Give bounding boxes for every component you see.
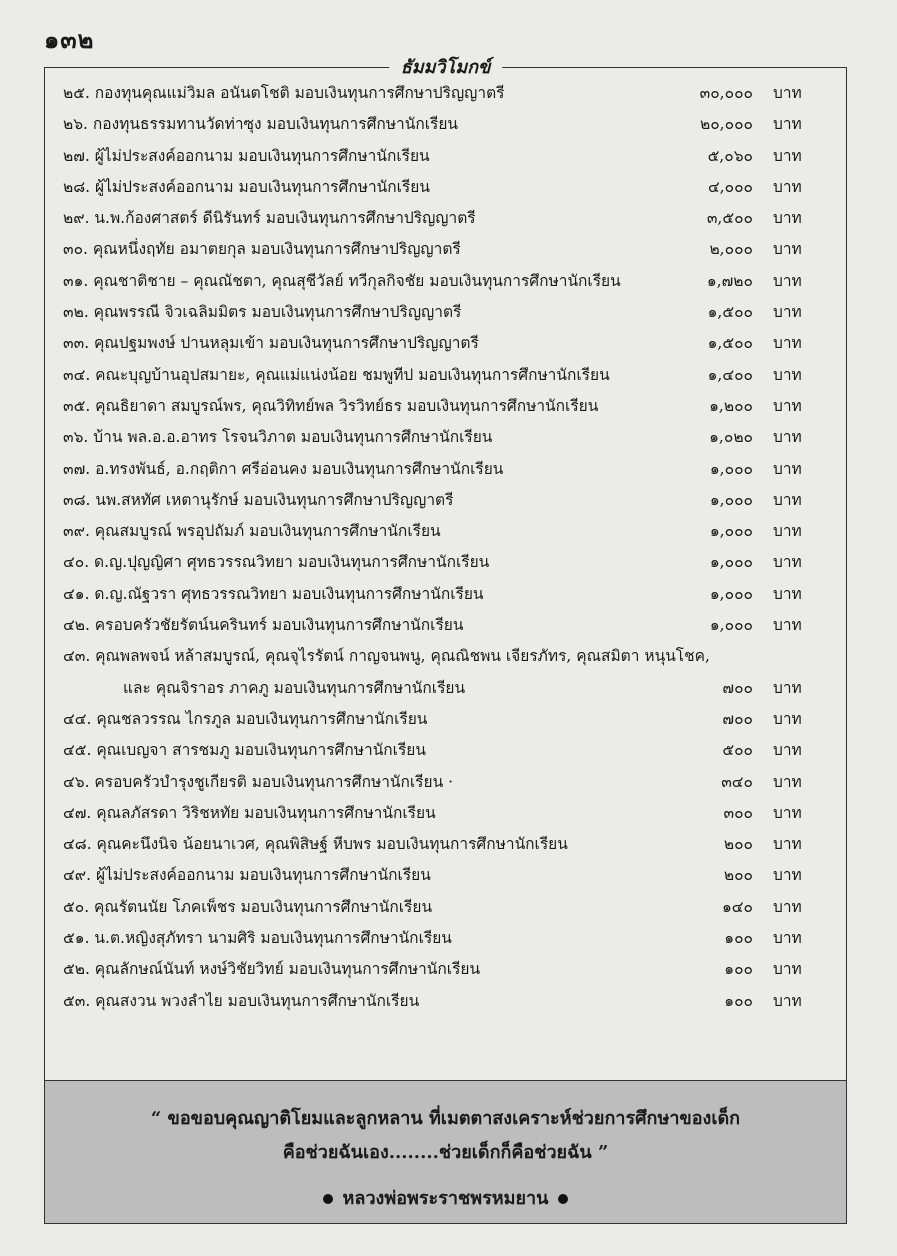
donation-amount: ๒๐๐	[723, 866, 753, 885]
donation-amount: ๗๐๐	[722, 709, 753, 728]
donor-text: ๔๒. ครอบครัวชัยรัตน์นครินทร์ มอบเงินทุนการศึกษานักเรียน	[63, 616, 464, 635]
donation-row	[63, 172, 823, 203]
currency-unit: บาท	[773, 616, 802, 635]
donation-amount: ๑๐๐	[724, 929, 753, 948]
donor-text: ๓๕. คุณธิยาดา สมบูรณ์พร, คุณวิทิทย์พล วิรวิทย์ธร มอบเงินทุนการศึกษานักเรียน	[63, 396, 599, 415]
donation-amount: ๒,๐๐๐	[709, 240, 753, 259]
donation-amount: ๑,๕๐๐	[707, 334, 753, 353]
donation-amount: ๑๐๐	[724, 960, 753, 979]
donation-row	[63, 109, 823, 140]
currency-unit: บาท	[773, 741, 802, 760]
donor-text: ๔๓. คุณพลพจน์ หล้าสมบูรณ์, คุณจุไรรัตน์ กาญจนพนู, คุณณิชพน เจียรภัทร, คุณสมิตา หนุนโชค,	[63, 647, 710, 666]
donation-amount: ๒๐๐	[723, 835, 753, 854]
donation-row	[63, 579, 823, 610]
donation-row	[63, 234, 823, 265]
donation-row	[63, 704, 823, 735]
page-number: ๑๓๒	[44, 25, 95, 54]
quote-author-line	[45, 1183, 846, 1212]
donor-text: ๔๐. ด.ญ.ปุญญิศา ศุทธวรรณวิทยา มอบเงินทุนการศึกษานักเรียน	[63, 553, 490, 572]
donation-row	[63, 360, 823, 391]
donor-text: ๕๒. คุณลักษณ์นันท์ หงษ์วิชัยวิทย์ มอบเงินทุนการศึกษานักเรียน	[63, 960, 481, 979]
donation-row	[63, 954, 823, 985]
donation-amount: ๑,๐๐๐	[709, 459, 753, 478]
donor-text: ๓๐. คุณหนึ่งฤทัย อมาตยกุล มอบเงินทุนการศึกษาปริญญาตรี	[63, 240, 461, 259]
currency-unit: บาท	[773, 365, 802, 384]
donation-amount: ๗๐๐	[722, 678, 753, 697]
donation-amount: ๑,๕๐๐	[707, 303, 753, 322]
donor-text: ๔๙. ผู้ไม่ประสงค์ออกนาม มอบเงินทุนการศึกษานักเรียน	[63, 866, 431, 885]
donation-row	[63, 516, 823, 547]
donor-text: ๔๖. ครอบครัวบำรุงชูเกียรติ มอบเงินทุนการศึกษานักเรียน ·	[63, 772, 454, 791]
donation-row	[63, 641, 823, 672]
donation-amount: ๓๐,๐๐๐	[699, 84, 753, 102]
donor-text: ๓๓. คุณปฐมพงษ์ ปานหลุมเข้า มอบเงินทุนการศึกษาปริญญาตรี	[63, 334, 479, 353]
currency-unit: บาท	[773, 709, 802, 728]
currency-unit: บาท	[773, 334, 802, 353]
quote-line-2: คือช่วยฉันเอง........ช่วยเด็กก็คือช่วยฉัน ”	[282, 1142, 609, 1163]
donor-text: ๓๔. คณะบุญบ้านอุปสมายะ, คุณแม่แน่งน้อย ชมพูทีป มอบเงินทุนการศึกษานักเรียน	[63, 365, 610, 384]
currency-unit: บาท	[773, 177, 802, 196]
donation-row	[63, 767, 823, 798]
donor-text: และ คุณจิราอร ภาคภู มอบเงินทุนการศึกษานักเรียน	[123, 678, 466, 697]
donor-text: ๓๙. คุณสมบูรณ์ พรอุปถัมภ์ มอบเงินทุนการศึกษานักเรียน	[63, 522, 441, 541]
currency-unit: บาท	[773, 584, 802, 603]
quote-box	[45, 1080, 846, 1223]
donor-text: ๔๗. คุณลภัสรดา วิริชหทัย มอบเงินทุนการศึกษานักเรียน	[63, 803, 436, 822]
currency-unit: บาท	[773, 991, 802, 1010]
currency-unit: บาท	[773, 866, 802, 885]
currency-unit: บาท	[773, 428, 802, 447]
donation-row	[63, 391, 823, 422]
donor-text: ๔๘. คุณคะนึงนิจ น้อยนาเวศ, คุณพิสิษฐ์ หีบพร มอบเงินทุนการศึกษานักเรียน	[63, 835, 568, 854]
currency-unit: บาท	[773, 146, 802, 165]
currency-unit: บาท	[773, 459, 802, 478]
currency-unit: บาท	[773, 960, 802, 979]
donation-amount: ๑,๐๐๐	[709, 522, 753, 541]
quote-author: หลวงพ่อพระราชพรหมยาน	[342, 1188, 549, 1209]
currency-unit: บาท	[773, 271, 802, 290]
donor-text: ๔๔. คุณชลวรรณ ไกรภูล มอบเงินทุนการศึกษานักเรียน	[63, 709, 428, 728]
donation-row	[63, 610, 823, 641]
donation-row	[63, 798, 823, 829]
donor-text: ๔๕. คุณเบญจา สารชมภู มอบเงินทุนการศึกษานักเรียน	[63, 741, 426, 760]
donation-row	[63, 547, 823, 578]
donation-amount: ๓,๕๐๐	[706, 209, 753, 228]
currency-unit: บาท	[773, 84, 802, 102]
donation-row	[63, 892, 823, 923]
donation-amount: ๑,๐๐๐	[709, 616, 753, 635]
donor-text: ๓๑. คุณชาติชาย – คุณณัชตา, คุณสุชีวัลย์ ทวีกุลกิจชัย มอบเงินทุนการศึกษานักเรียน	[63, 271, 621, 290]
donation-amount: ๔,๐๐๐	[707, 177, 753, 196]
donor-text: ๒๖. กองทุนธรรมทานวัดท่าซุง มอบเงินทุนการศึกษานักเรียน	[63, 115, 459, 134]
donation-amount: ๑๐๐	[724, 991, 753, 1010]
currency-unit: บาท	[773, 929, 802, 948]
donation-amount: ๑,๒๐๐	[709, 396, 753, 415]
donation-amount: ๕๐๐	[722, 741, 753, 760]
donation-row	[63, 829, 823, 860]
donation-amount: ๕,๐๖๐	[707, 146, 753, 165]
quote-line-1: “ ขอขอบคุณญาติโยมและลูกหลาน ที่เมตตาสงเคราะห์ช่วยการศึกษาของเด็ก	[150, 1108, 741, 1129]
currency-unit: บาท	[773, 772, 802, 791]
currency-unit: บาท	[773, 835, 802, 854]
donor-text: ๔๑. ด.ญ.ณัฐวรา ศุทธวรรณวิทยา มอบเงินทุนการศึกษานักเรียน	[63, 584, 484, 603]
donor-text: ๒๗. ผู้ไม่ประสงค์ออกนาม มอบเงินทุนการศึกษานักเรียน	[63, 146, 430, 165]
currency-unit: บาท	[773, 303, 802, 322]
donation-amount: ๑,๗๒๐	[706, 271, 753, 290]
donor-text: ๒๕. กองทุนคุณแม่วิมล อนันตโชติ มอบเงินทุนการศึกษาปริญญาตรี	[63, 84, 505, 102]
donation-amount: ๑,๔๐๐	[707, 365, 753, 384]
donor-text: ๓๘. นพ.สหทัศ เหตานุรักษ์ มอบเงินทุนการศึกษาปริญญาตรี	[63, 490, 454, 509]
donation-row	[63, 328, 823, 359]
donation-list	[63, 78, 823, 1017]
donation-row	[63, 485, 823, 516]
header-title: ธัมมวิโมกข์	[389, 52, 503, 81]
donor-text: ๕๐. คุณรัตนนัย โภคเพ็ชร มอบเงินทุนการศึกษานักเรียน	[63, 897, 433, 916]
bullet-icon	[323, 1194, 333, 1204]
currency-unit: บาท	[773, 678, 802, 697]
currency-unit: บาท	[773, 490, 802, 509]
donation-row	[63, 735, 823, 766]
content-frame	[44, 57, 847, 1224]
donation-row	[63, 673, 823, 704]
donation-row	[63, 266, 823, 297]
donor-text: ๓๒. คุณพรรณี จิวเฉลิมมิตร มอบเงินทุนการศึกษาปริญญาตรี	[63, 303, 462, 322]
donation-row	[63, 141, 823, 172]
donation-row	[63, 203, 823, 234]
currency-unit: บาท	[773, 803, 802, 822]
donation-amount: ๓๔๐	[721, 772, 753, 791]
currency-unit: บาท	[773, 553, 802, 572]
donation-row	[63, 78, 823, 109]
donation-row	[63, 986, 823, 1017]
currency-unit: บาท	[773, 522, 802, 541]
donation-amount: ๓๐๐	[723, 803, 753, 822]
currency-unit: บาท	[773, 396, 802, 415]
donation-amount: ๑,๐๐๐	[709, 584, 753, 603]
currency-unit: บาท	[773, 897, 802, 916]
bullet-icon	[558, 1194, 568, 1204]
donation-row	[63, 297, 823, 328]
donation-amount: ๑,๐๒๐	[709, 428, 753, 447]
donation-row	[63, 923, 823, 954]
currency-unit: บาท	[773, 240, 802, 259]
donation-row	[63, 454, 823, 485]
donor-text: ๓๗. อ.ทรงพันธ์, อ.กฤติกา ศรีอ่อนคง มอบเงินทุนการศึกษานักเรียน	[63, 459, 504, 478]
donor-text: ๒๘. ผู้ไม่ประสงค์ออกนาม มอบเงินทุนการศึกษานักเรียน	[63, 177, 430, 196]
donor-text: ๕๑. น.ต.หญิงสุภัทรา นามศิริ มอบเงินทุนการศึกษานักเรียน	[63, 929, 452, 948]
donation-amount: ๑,๐๐๐	[709, 490, 753, 509]
currency-unit: บาท	[773, 115, 802, 134]
donation-amount: ๒๐,๐๐๐	[700, 115, 753, 134]
donor-text: ๕๓. คุณสงวน พวงลำไย มอบเงินทุนการศึกษานักเรียน	[63, 991, 420, 1010]
donor-text: ๓๖. บ้าน พล.อ.อ.อาทร โรจนวิภาต มอบเงินทุนการศึกษานักเรียน	[63, 428, 493, 447]
donation-row	[63, 422, 823, 453]
donation-amount: ๑๔๐	[721, 897, 753, 916]
donation-row	[63, 860, 823, 891]
donor-text: ๒๙. น.พ.ก้องศาสตร์ ดีนิรันทร์ มอบเงินทุนการศึกษาปริญญาตรี	[63, 209, 476, 228]
donation-amount: ๑,๐๐๐	[709, 553, 753, 572]
currency-unit: บาท	[773, 209, 802, 228]
